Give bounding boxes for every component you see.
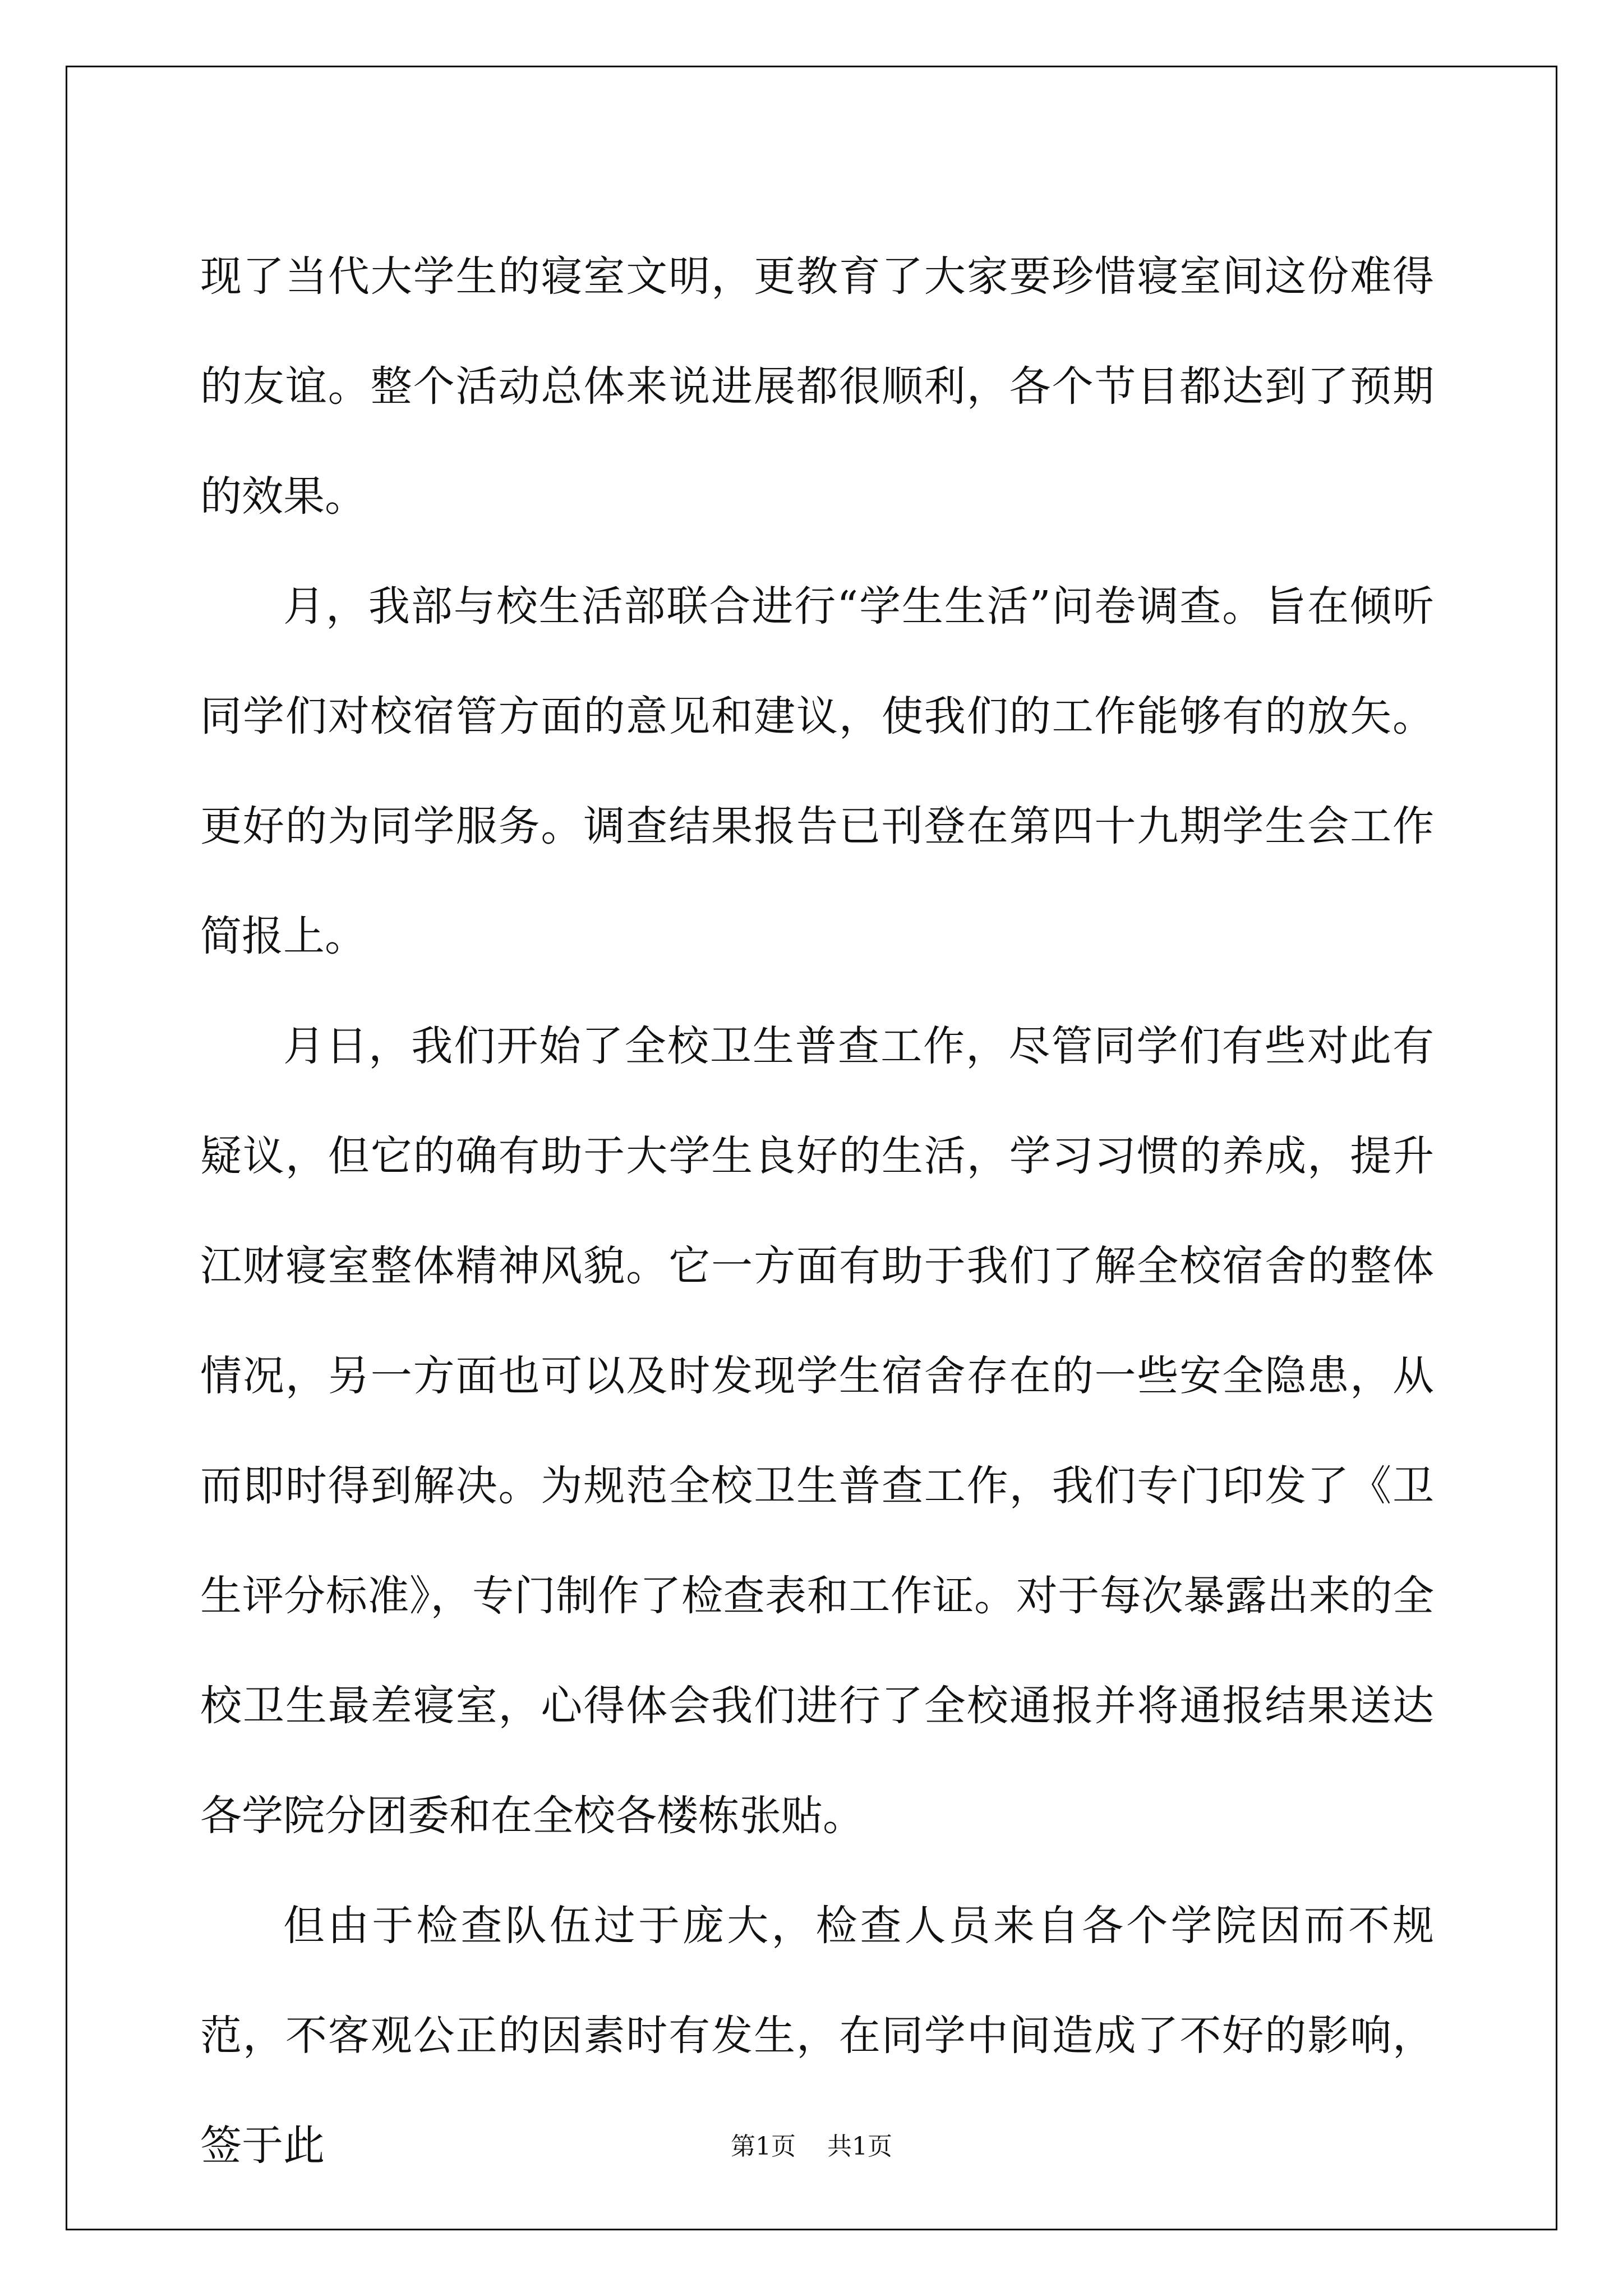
document-body xyxy=(200,222,1434,2201)
paragraph-1: 现了当代大学生的寝室文明，更教育了大家要珍惜寝室间这份难得的友谊。整个活动总体来说进展都很顺利，各个节目都达到了预期的效果。 xyxy=(200,252,1434,521)
paragraph-3: 月日，我们开始了全校卫生普查工作，尽管同学们有些对此有疑议，但它的确有助于大学生良好的生活，学习习惯的养成，提升江财寝室整体精神风貌。它一方面有助于我们了解全校宿舍的整体情况，另一方面也可以及时发现学生宿舍存在的一些安全隐患，从而即时得到解决。为规范全校卫生普查工作，我们专门印发了《卫生评分标准》，专门制作了检查表和工作证。对于每次暴露出来的全校卫生最差寝室，心得体会我们进行了全校通报并将通报结果送达各学院分团委和在全校各楼栋张贴。 xyxy=(200,1022,1434,1840)
paragraph-2: 月，我部与校生活部联合进行“学生生活”问卷调查。旨在倾听同学们对校宿管方面的意见和建议，使我们的工作能够有的放矢。更好的为同学服务。调查结果报告已刊登在第四十九期学生会工作简报上。 xyxy=(200,582,1434,960)
page-footer xyxy=(0,2126,1623,2162)
paragraph-4: 但由于检查队伍过于庞大，检查人员来自各个学院因而不规范，不客观公正的因素时有发生，在同学中间造成了不好的影响，签于此 xyxy=(200,1902,1434,2170)
page-total: 共1页 xyxy=(827,2132,892,2161)
page-number: 第1页 xyxy=(731,2132,796,2161)
footer-gap xyxy=(796,2132,827,2161)
